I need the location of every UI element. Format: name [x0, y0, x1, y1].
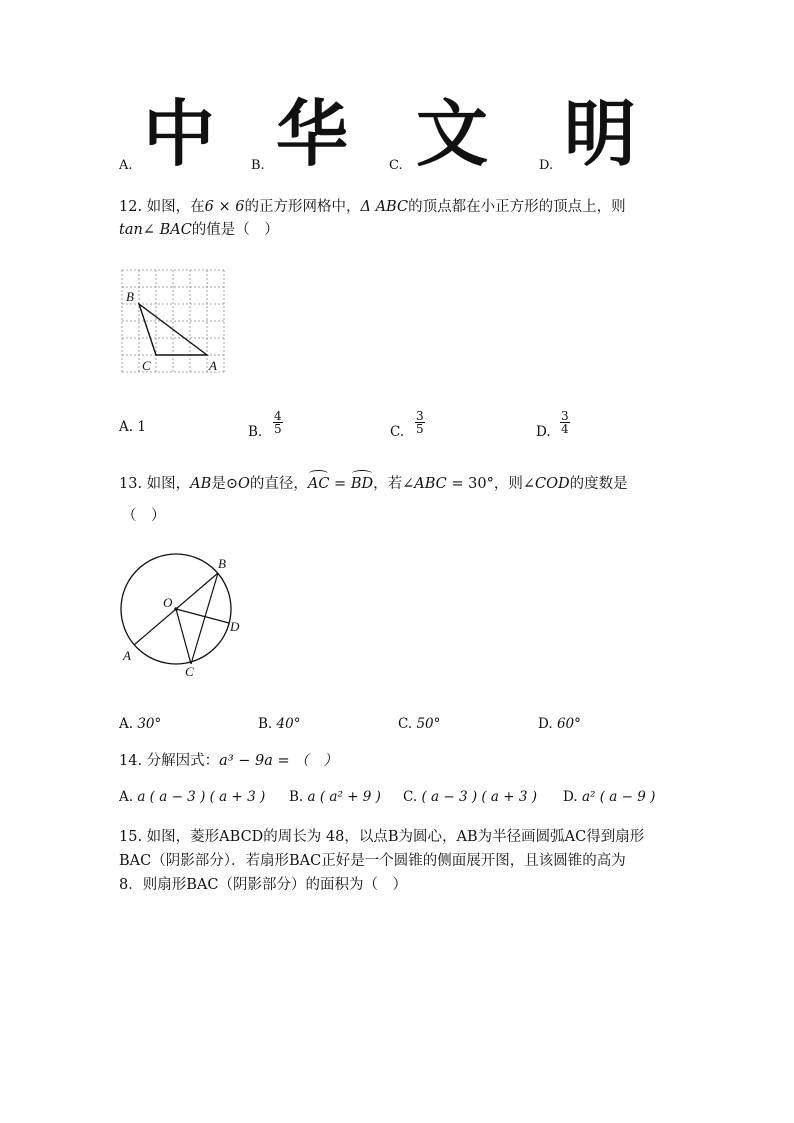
q13-label-c: C [185, 664, 194, 679]
q13-arc-ac: AC [308, 473, 330, 495]
q15-stem-line1: 15. 如图，菱形ABCD的周长为 48，以点B为圆心，AB为半径画圆弧AC得到扇形 [119, 829, 645, 845]
value: 60° [556, 716, 581, 732]
q13-text: 如图， [146, 476, 191, 492]
q13-segment-oc [176, 609, 191, 664]
q12-label-c: C [142, 358, 151, 373]
q12-text: 的值是（ ） [191, 222, 279, 238]
q13-answer-paren: （ ） [122, 508, 166, 524]
q13-text: 是 [211, 476, 226, 492]
q13-segment-od [176, 609, 229, 623]
q14-text: 分解因式： [146, 753, 220, 769]
q12-label-b: B [126, 289, 134, 304]
q13-option-c [398, 716, 440, 732]
q13-label-b: B [218, 556, 226, 571]
q14-option-b [289, 789, 381, 805]
q13-number: 13. [119, 476, 143, 492]
letter: B. [258, 716, 273, 732]
q12-option-b-letter: B. [248, 424, 263, 440]
denominator: 5 [274, 422, 282, 436]
letter: A. [119, 789, 134, 805]
value: 30° [137, 716, 162, 732]
q14-option-c [403, 789, 537, 805]
q12-grid-figure [118, 266, 230, 378]
q13-angle-cod: COD [534, 476, 570, 492]
q13-eq: = [329, 476, 351, 492]
letter: A. [119, 716, 134, 732]
q15-stem-line2: BAC（阴影部分）．若扇形BAC正好是一个圆锥的侧面展开图，且该圆锥的高为 [119, 853, 626, 869]
q13-circle-o: ⊙O [225, 476, 250, 492]
q12-option-d-letter: D. [536, 424, 551, 440]
q14-option-a [119, 789, 265, 805]
q12-stem-line2 [119, 219, 279, 241]
q13-text: 的度数是 [569, 476, 628, 492]
value: ( a − 3 ) ( a + 3 ) [421, 789, 538, 805]
q12-triangle: Δ ABC [360, 199, 409, 215]
q12-grid-size: 6 × 6 [204, 199, 245, 215]
q13-option-b [258, 716, 300, 732]
q13-text: 的直径， [249, 476, 308, 492]
q12-option-a [119, 419, 146, 435]
q11-option-d-label: D. [539, 158, 554, 173]
q12-label-a: A [209, 358, 217, 373]
q13-text: = 30°，则∠ [446, 476, 535, 492]
q12-option-a-value: 1 [137, 419, 146, 435]
letter: C. [403, 789, 418, 805]
q12-stem-line1 [119, 196, 626, 218]
q13-ab: AB [190, 476, 212, 492]
q12-option-a-letter: A. [119, 419, 134, 435]
q14-expression: a³ − 9a = （ ） [219, 753, 338, 769]
q11-option-b-label: B. [251, 158, 265, 173]
denominator: 5 [416, 422, 424, 436]
q13-center-point [174, 607, 178, 611]
q11-option-d-char: 明 [564, 92, 637, 176]
value: 40° [276, 716, 301, 732]
numerator: 4 [274, 409, 282, 423]
q14-number: 14. [119, 753, 143, 769]
q12-text: 的顶点都在小正方形的顶点上，则 [408, 199, 626, 215]
numerator: 3 [416, 409, 424, 423]
q15-stem-line3: 8．则扇形BAC（阴影部分）的面积为（ ） [119, 877, 407, 893]
q12-tan-expr: tan∠ BAC [119, 222, 192, 238]
q11-option-c-label: C. [389, 158, 403, 173]
letter: C. [398, 716, 413, 732]
q12-option-c-letter: C. [390, 424, 405, 440]
q12-text: 如图，在 [146, 199, 205, 215]
q12-option-c-fraction [415, 410, 425, 435]
q13-text: ，若∠ [373, 476, 415, 492]
value: a ( a² + 9 ) [307, 789, 381, 805]
q12-option-b-fraction [273, 410, 283, 435]
q13-circle-figure [112, 552, 252, 682]
q12-text: 的正方形网格中， [244, 199, 361, 215]
q13-label-o: O [163, 595, 173, 610]
q14-option-d [563, 789, 655, 805]
letter: D. [538, 716, 553, 732]
q13-stem-line1 [119, 473, 628, 495]
letter: B. [289, 789, 304, 805]
value: a ( a − 3 ) ( a + 3 ) [137, 789, 266, 805]
q12-number: 12. [119, 199, 143, 215]
q12-option-d-fraction [560, 410, 570, 435]
q13-label-a: A [123, 648, 131, 663]
q13-arc-bd: BD [351, 473, 373, 495]
q11-option-b-char: 华 [276, 92, 349, 176]
value: a² ( a − 9 ) [581, 789, 656, 805]
q13-angle-abc: ABC [414, 476, 447, 492]
q11-option-a-char: 中 [143, 92, 216, 176]
q13-option-d [538, 716, 581, 732]
q11-option-a-label: A. [119, 158, 133, 173]
q14-stem [119, 750, 338, 772]
q13-label-d: D [230, 619, 240, 634]
numerator: 3 [561, 409, 569, 423]
q13-option-a [119, 716, 161, 732]
q11-option-c-char: 文 [416, 92, 489, 176]
letter: D. [563, 789, 578, 805]
denominator: 4 [561, 422, 569, 436]
value: 50° [416, 716, 441, 732]
